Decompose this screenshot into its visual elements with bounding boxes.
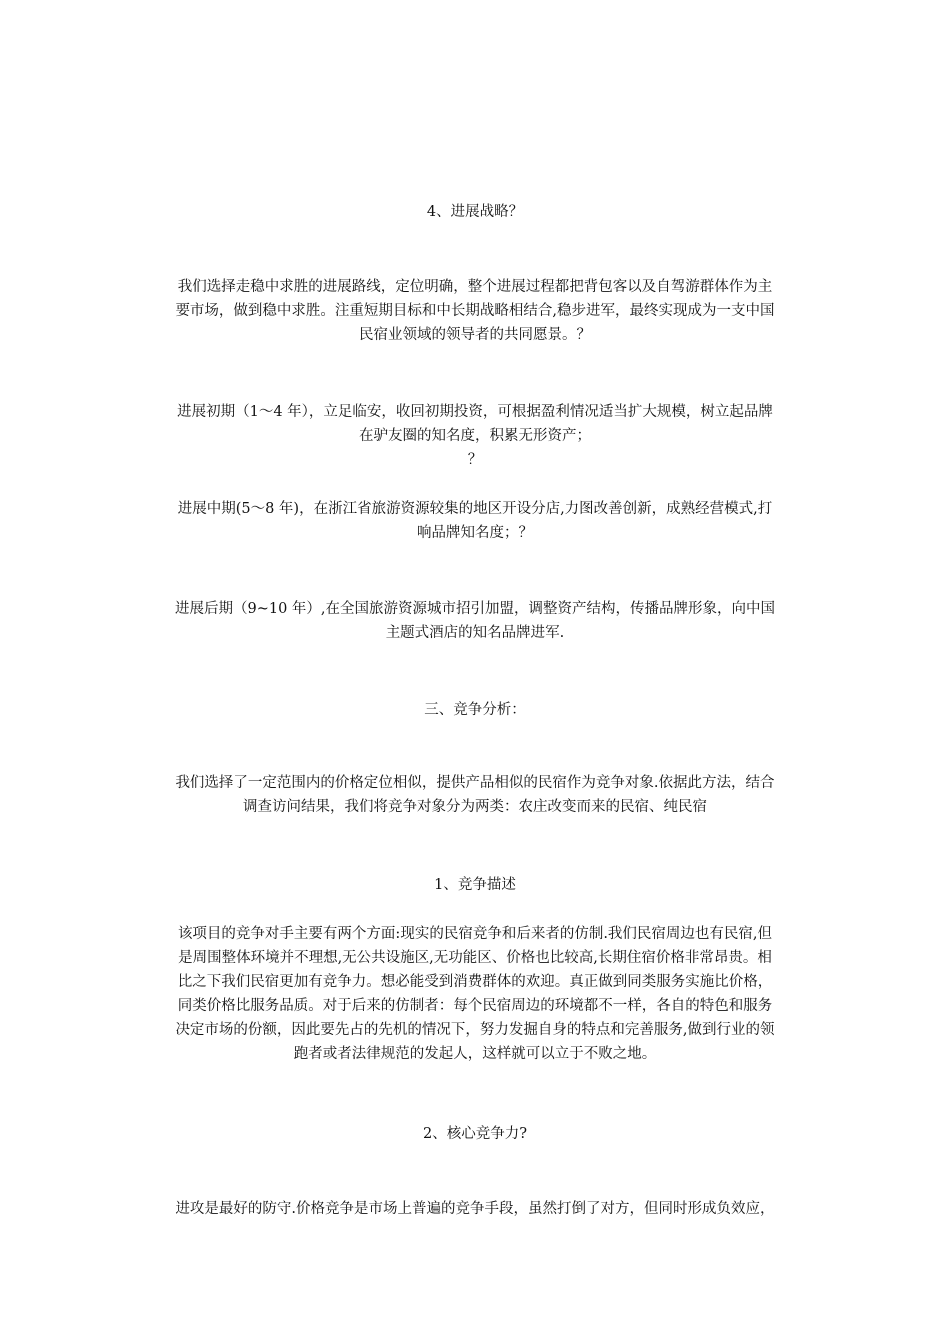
paragraph-competition-description: 该项目的竞争对手主要有两个方面:现实的民宿竞争和后来者的仿制.我们民宿周边也有民宿,但 是周围整体环境并不理想,无公共设施区,无功能区、价格也比较高,长期住宿价格非常昂贵。相 比之下我们民宿更加有竞争力。想必能受到消费群体的欢迎。真正做到同类服务实施比价格， 同类价格比服务品质。对于后来的仿制者：每个民宿周边的环境都不一样，各自的特色和服务 决定市场的份额，因此要先占的先机的情况下，努力发掘自身的特点和完善服务,做到行业的领 跑者或者法律规范的发起人，这样就可以立于不败之地。 xyxy=(175,926,775,1062)
section-heading-development-strategy: 4、进展战略？ xyxy=(426,204,524,220)
paragraph-middle-stage: 进展中期(5～8 年)，在浙江省旅游资源较集的地区开设分店,力图改善创新，成熟经营模式,打 响品牌知名度；？ xyxy=(177,501,773,541)
paragraph-late-stage: 进展后期（9~10 年）,在全国旅游资源城市招引加盟，调整资产结构，传播品牌形象，向中国 主题式酒店的知名品牌进军. xyxy=(174,601,776,641)
paragraph-core-competitiveness: 进攻是最好的防守.价格竞争是市场上普遍的竞争手段，虽然打倒了对方，但同时形成负效应， xyxy=(175,1201,775,1217)
paragraph-early-stage: 进展初期（1～4 年），立足临安，收回初期投资，可根据盈利情况适当扩大规模，树立起品牌 在驴友圈的知名度，积累无形资产； ？ xyxy=(177,404,773,468)
section-heading-competition-analysis: 三、竞争分析： xyxy=(424,702,526,718)
paragraph-competition-objects: 我们选择了一定范围内的价格定位相似，提供产品相似的民宿作为竞争对象.依据此方法，结合 调查访问结果，我们将竞争对象分为两类：农庄改变而来的民宿、纯民宿 xyxy=(175,775,775,815)
section-heading-competition-description: 1、竞争描述 xyxy=(434,877,516,893)
paragraph-development-route: 我们选择走稳中求胜的进展路线，定位明确，整个进展过程都把背包客以及自驾游群体作为主 要市场，做到稳中求胜。注重短期目标和中长期战略相结合,稳步进军，最终实现成为一支中国 民宿业领域的领导者的共同愿景。？ xyxy=(175,279,775,343)
section-heading-core-competitiveness: 2、核心竞争力? xyxy=(423,1126,527,1142)
